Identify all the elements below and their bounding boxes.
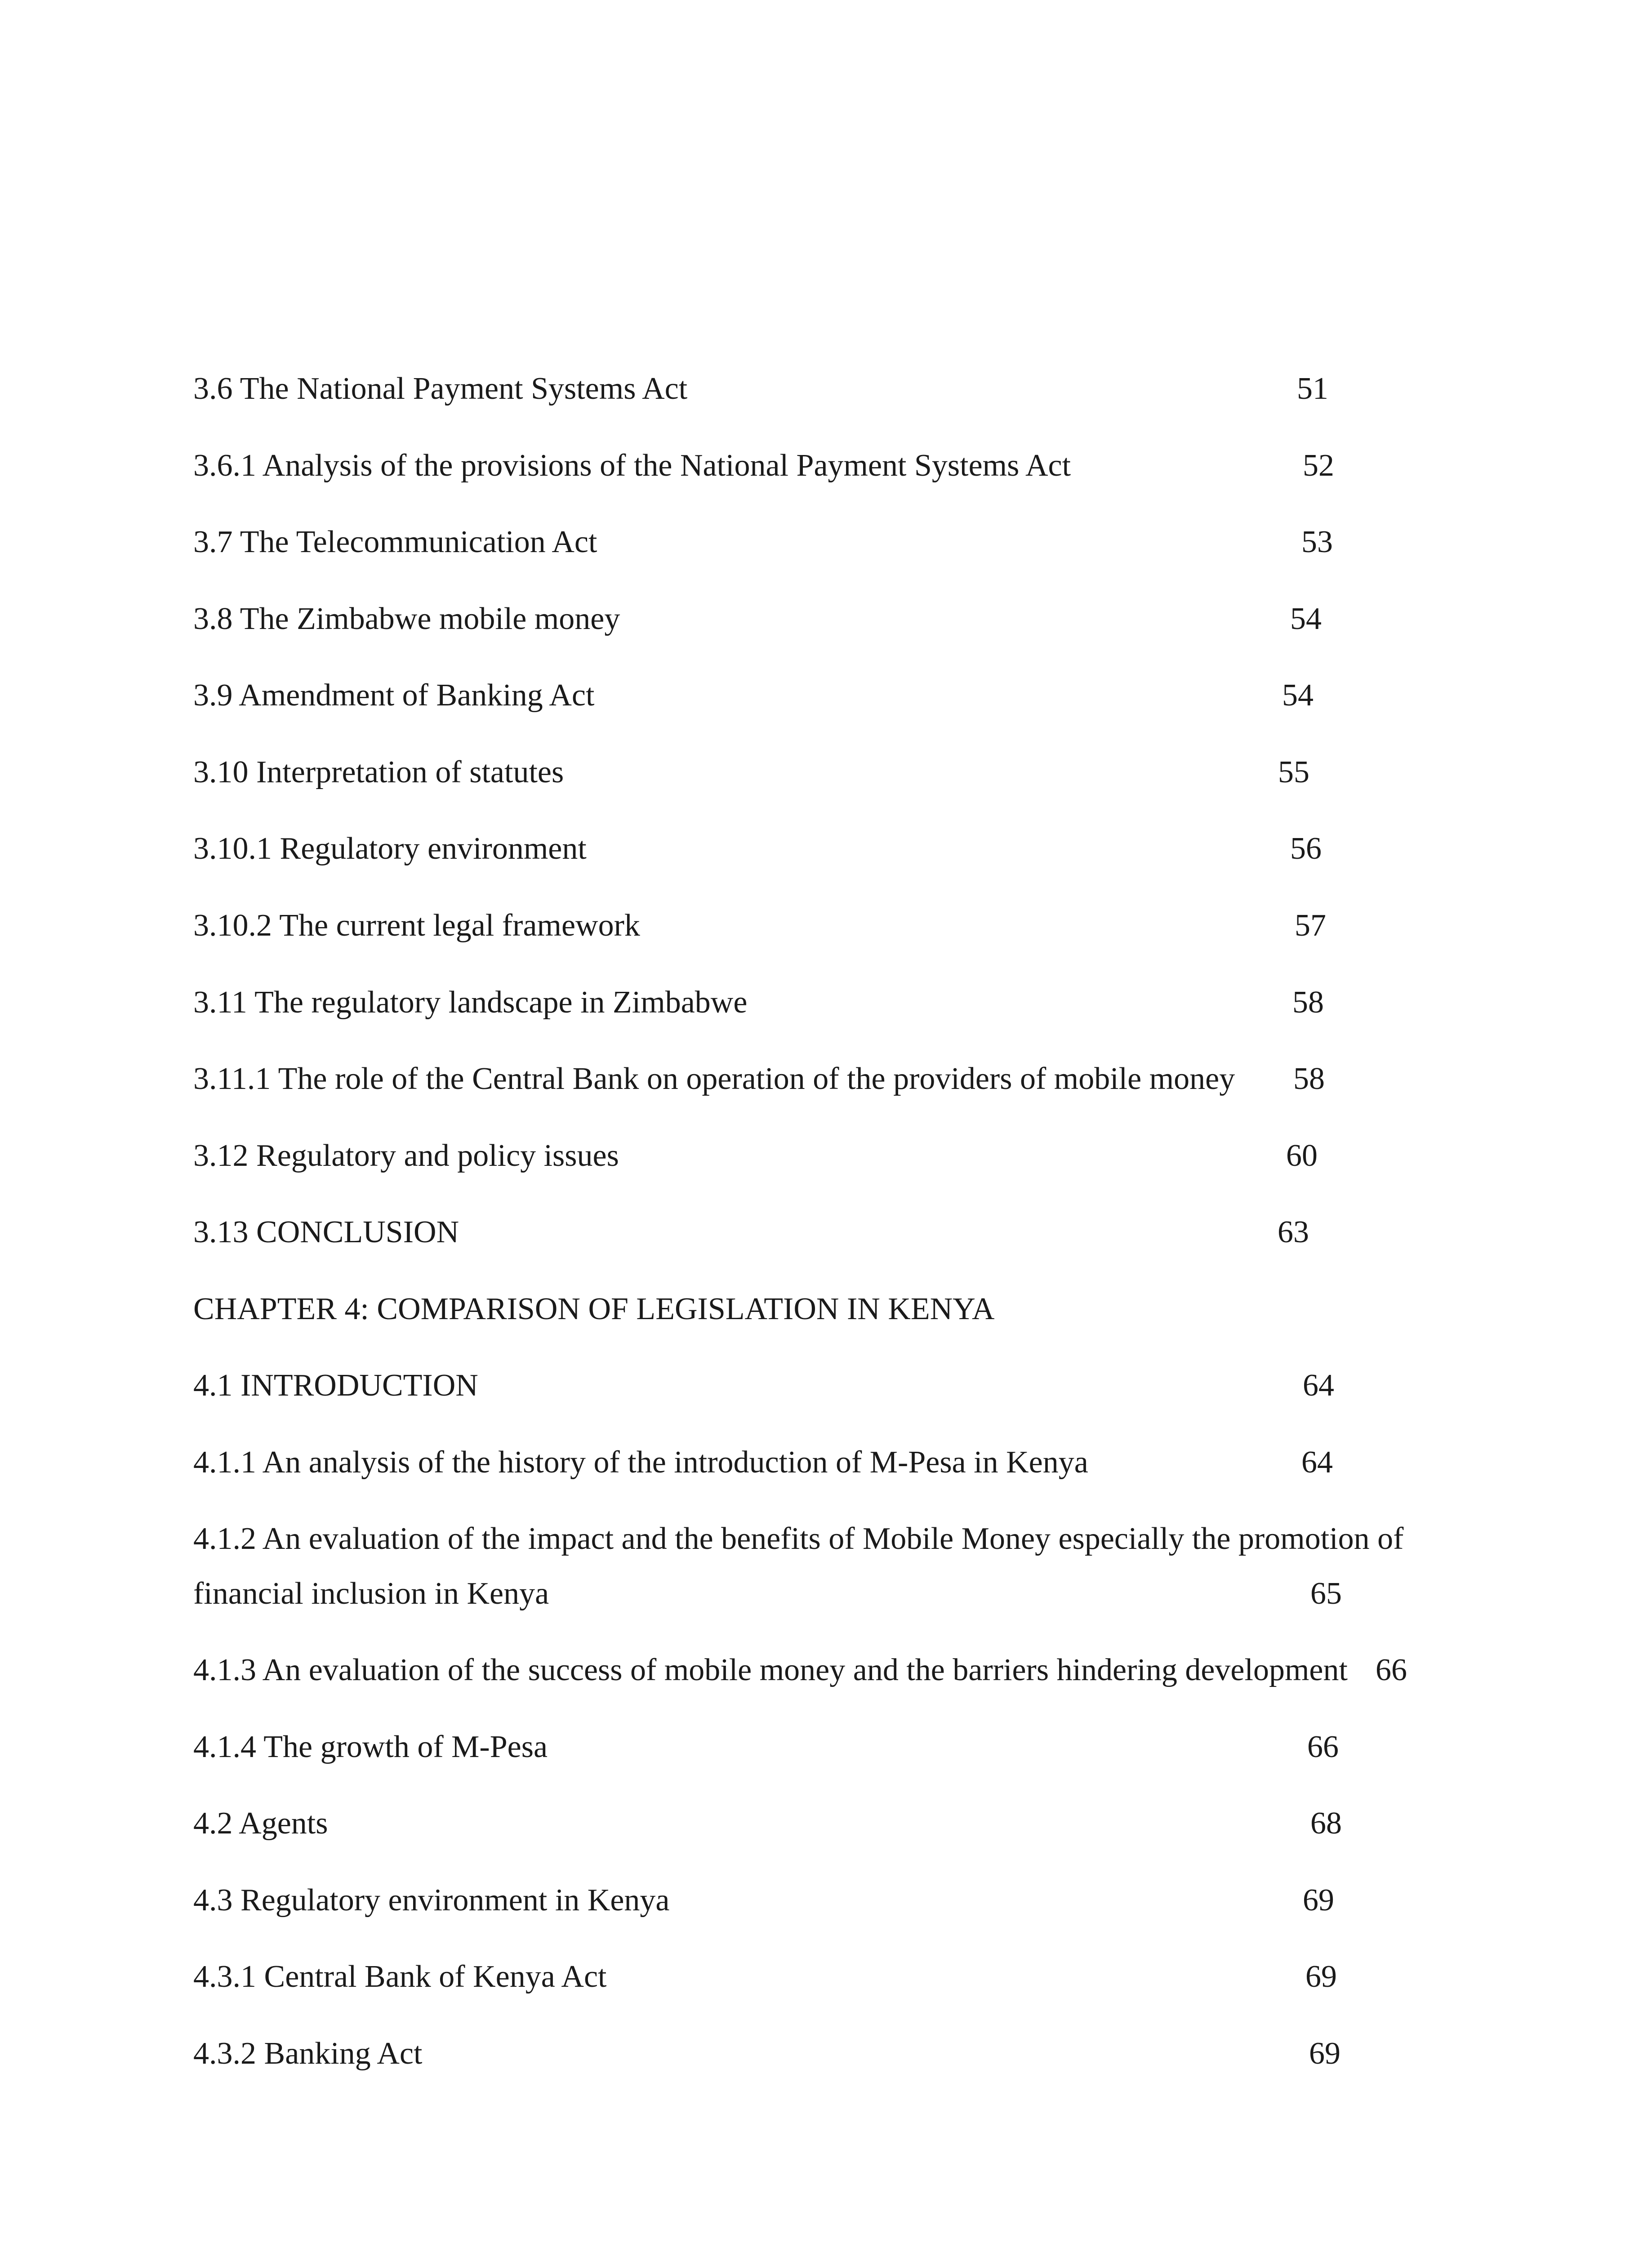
- toc-entry-title: 3.10.1 Regulatory environment: [193, 831, 587, 866]
- toc-entry-page: 69: [1305, 1959, 1337, 1994]
- toc-entry-page: 54: [1282, 678, 1314, 713]
- toc-entry-page: 64: [1301, 1445, 1333, 1480]
- toc-entry-page: 65: [1310, 1576, 1342, 1611]
- toc-entry-page: 60: [1286, 1138, 1318, 1173]
- toc-entry-page: 53: [1301, 525, 1333, 559]
- toc-entry: [193, 1512, 1403, 1621]
- toc-entry-page: 54: [1290, 602, 1322, 636]
- toc-entry-title: 3.7 The Telecommunication Act: [193, 525, 597, 559]
- toc-entry-page: 56: [1290, 831, 1322, 866]
- toc-entry-page: 58: [1292, 985, 1324, 1020]
- toc-entry-title: 4.3 Regulatory environment in Kenya: [193, 1883, 670, 1918]
- toc-entry-title: 3.13 CONCLUSION: [193, 1215, 459, 1249]
- toc-entry-title: 3.12 Regulatory and policy issues: [193, 1138, 619, 1173]
- toc-entry-page: 57: [1295, 908, 1326, 943]
- toc-entry-page: 51: [1297, 371, 1328, 406]
- toc-entry-page: 52: [1303, 448, 1334, 483]
- toc-entry-title: 4.1.1 An analysis of the history of the introduction of M-Pesa in Kenya: [193, 1445, 1088, 1480]
- toc-entry-title: 3.8 The Zimbabwe mobile money: [193, 602, 620, 636]
- toc-entry-title-line1: 4.1.2 An evaluation of the impact and the benefits of Mobile Money especially the promotion of: [193, 1521, 1404, 1556]
- toc-entry-title: 4.2 Agents: [193, 1806, 328, 1841]
- toc-entry-title: 4.3.2 Banking Act: [193, 2036, 423, 2071]
- toc-entry-title-line2-wrapper: [193, 1566, 1403, 1621]
- toc-entry-title: 3.11 The regulatory landscape in Zimbabwe: [193, 985, 748, 1020]
- toc-entry-title: 3.10.2 The current legal framework: [193, 908, 640, 943]
- toc-entry-page: 63: [1278, 1215, 1309, 1249]
- toc-entry-title: 4.1 INTRODUCTION: [193, 1368, 478, 1403]
- toc-entry-page: 66: [1376, 1653, 1407, 1687]
- toc-entry-title: 3.6 The National Payment Systems Act: [193, 371, 688, 406]
- toc-entry-title-line2: financial inclusion in Kenya: [193, 1576, 549, 1611]
- toc-entry-page: 55: [1278, 755, 1309, 789]
- toc-entry-page: 69: [1303, 1883, 1334, 1918]
- toc-entry-title: 3.11.1 The role of the Central Bank on operation of the providers of mobile money: [193, 1062, 1235, 1096]
- toc-entry-page: 69: [1309, 2036, 1340, 2071]
- toc-entry-title: 3.6.1 Analysis of the provisions of the National Payment Systems Act: [193, 448, 1071, 483]
- toc-entry-page: 64: [1303, 1368, 1334, 1403]
- toc-entry-page: 68: [1310, 1806, 1342, 1841]
- toc-entry-page: 58: [1293, 1062, 1325, 1096]
- toc-entry-title: 4.1.3 An evaluation of the success of mobile money and the barriers hindering development: [193, 1653, 1348, 1687]
- toc-entry-title: 3.10 Interpretation of statutes: [193, 755, 564, 789]
- chapter-heading-title: CHAPTER 4: COMPARISON OF LEGISLATION IN KENYA: [193, 1292, 995, 1326]
- toc-entry-title: 4.3.1 Central Bank of Kenya Act: [193, 1959, 607, 1994]
- toc-entry-page: 66: [1307, 1730, 1339, 1764]
- toc-entry-title: 3.9 Amendment of Banking Act: [193, 678, 595, 713]
- toc-entry-title: 4.1.4 The growth of M-Pesa: [193, 1730, 548, 1764]
